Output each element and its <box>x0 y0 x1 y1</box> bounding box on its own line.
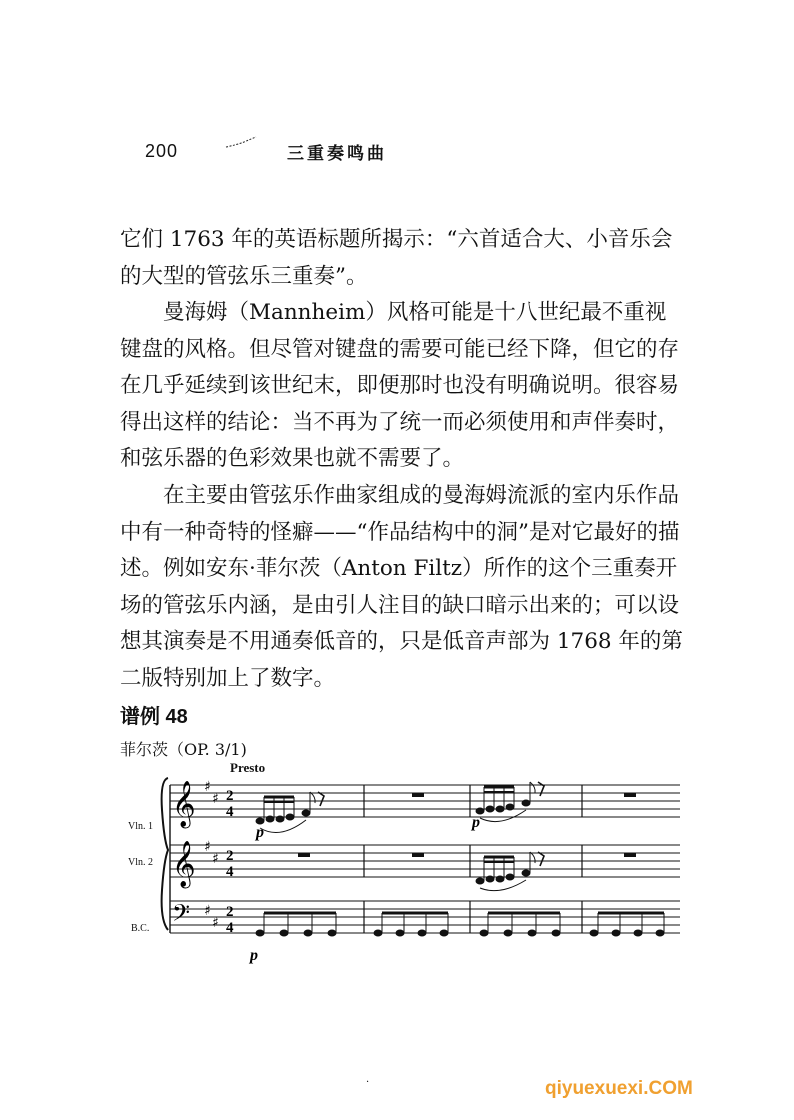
whole-rest-vln2-bar4 <box>624 853 636 857</box>
key-sharp-vln1-c: ♯ <box>212 791 219 807</box>
vln1-bar3-notes <box>476 782 544 822</box>
system-brace <box>162 778 168 930</box>
dynamic-p-vln1: p <box>256 824 264 841</box>
treble-clef-vln2: 𝄞 <box>172 841 196 887</box>
staff-vln1 <box>170 785 680 817</box>
vln2-bar3-notes <box>476 852 544 891</box>
treble-clef-vln1: 𝄞 <box>172 781 196 827</box>
vln1-bar1-notes <box>256 792 324 833</box>
barlines <box>364 785 582 933</box>
paragraph-3 <box>120 478 686 698</box>
bass-clef-bc: 𝄢 <box>172 899 191 932</box>
paragraph-3-text: 在主要由管弦乐作曲家组成的曼海姆流派的室内乐作品中有一种奇特的怪癖——“作品结构中的洞”是对它最好的描述。例如安东·菲尔茨（Anton Filtz）所作的这个三重奏开场的管弦乐内涵，是由引人注目的缺口暗示出来的；可以设想其演奏是不用通奏低音的，只是低音声部为 1768 年的第二版特别加上了数字。 <box>120 483 683 691</box>
header-ornament <box>224 136 258 150</box>
staff-vln2 <box>170 845 680 877</box>
whole-rest-vln2-bar1 <box>298 853 310 857</box>
dynamic-p-vln1-bar3: p <box>472 814 480 831</box>
paragraph-1-text: 它们 1763 年的英语标题所揭示：“六首适合大、小音乐会的大型的管弦乐三重奏”。 <box>120 227 673 289</box>
paragraph-1 <box>120 222 686 295</box>
whole-rest-vln1-bar4 <box>624 793 636 797</box>
time-sig-bc-top: 2 <box>226 904 234 920</box>
time-sig-vln1-top: 2 <box>226 788 234 804</box>
key-sharp-bc-f: ♯ <box>204 903 211 919</box>
tempo-marking: Presto <box>230 760 266 775</box>
dynamic-p-bc: p <box>250 947 258 964</box>
footer-mark: · <box>366 1077 370 1088</box>
key-sharp-bc-c: ♯ <box>212 915 219 931</box>
watermark: qiyuexuexi.COM <box>545 1078 693 1099</box>
running-title: 三重奏鸣曲 <box>287 144 387 164</box>
composer-line: 菲尔茨（OP. 3/1) <box>120 740 247 759</box>
music-score <box>120 770 690 980</box>
example-label: 谱例 48 <box>120 706 188 728</box>
instrument-label-bc: B.C. <box>131 923 150 934</box>
key-sharp-vln1-f: ♯ <box>204 779 211 795</box>
time-sig-vln2-top: 2 <box>226 848 234 864</box>
whole-rest-vln1-bar2 <box>412 793 424 797</box>
paragraph-2-text: 曼海姆（Mannheim）风格可能是十八世纪最不重视键盘的风格。但尽管对键盘的需要可能已经下降，但它的存在几乎延续到该世纪末，即便那时也没有明确说明。很容易得出这样的结论：当不再为了统一而必须使用和声伴奏时，和弦乐器的色彩效果也就不需要了。 <box>120 300 680 472</box>
key-sharp-vln2-c: ♯ <box>212 851 219 867</box>
staff-bc <box>170 901 680 933</box>
instrument-label-vln1: Vln. 1 <box>128 821 153 832</box>
page-number: 200 <box>145 141 179 161</box>
time-sig-vln1-bottom: 4 <box>226 804 234 820</box>
time-sig-vln2-bottom: 4 <box>226 864 234 880</box>
instrument-label-vln2: Vln. 2 <box>128 857 153 868</box>
whole-rest-vln2-bar2 <box>412 853 424 857</box>
paragraph-2 <box>120 295 686 478</box>
time-sig-bc-bottom: 4 <box>226 920 234 936</box>
key-sharp-vln2-f: ♯ <box>204 839 211 855</box>
